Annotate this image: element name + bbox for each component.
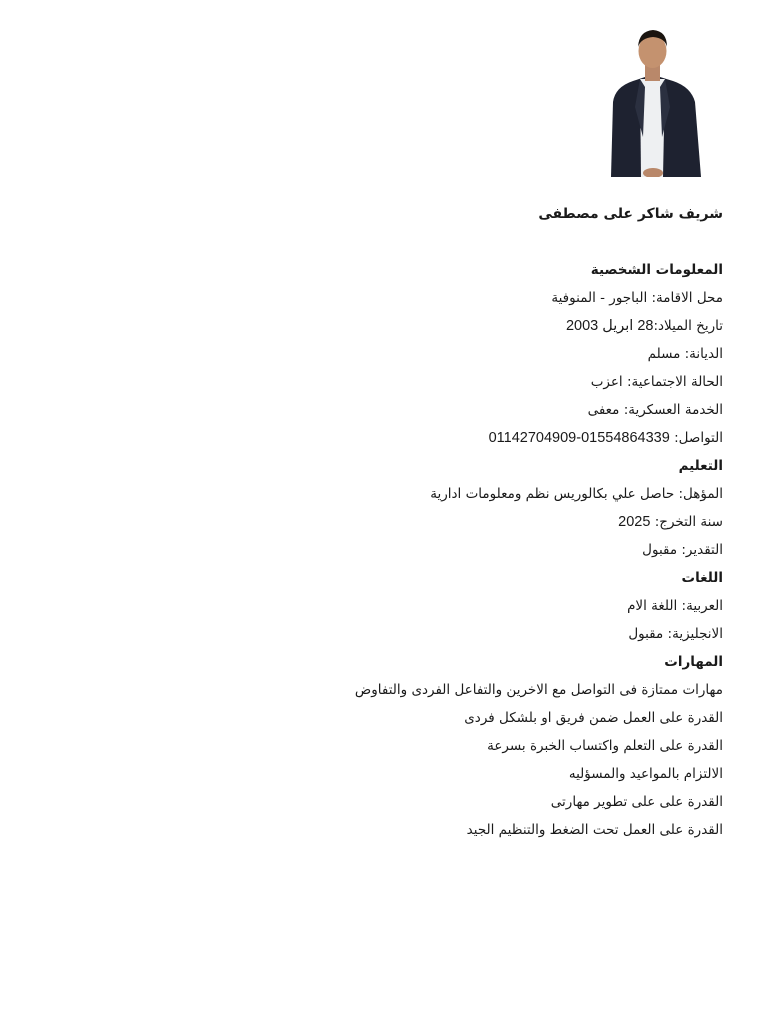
person-in-suit-photo-icon — [585, 27, 720, 177]
marital-status-line: الحالة الاجتماعية: اعزب — [590, 374, 723, 390]
graduation-year: 2025 — [618, 514, 651, 530]
birth-label: تاريخ الميلاد: — [653, 318, 723, 334]
birth-value: 28 ابريل 2003 — [565, 318, 654, 334]
languages-heading: اللغات — [681, 570, 723, 586]
skills-heading: المهارات — [664, 654, 723, 670]
skill-item: القدرة على التعلم واكتساب الخبرة بسرعة — [487, 738, 723, 754]
qualification-line: المؤهل: حاصل علي بكالوريس نظم ومعلومات ادارية — [430, 486, 723, 502]
skill-item: الالتزام بالمواعيد والمسؤليه — [568, 766, 723, 782]
residence-line: محل الاقامة: الباجور - المنوفية — [551, 290, 723, 306]
person-name: شريف شاكر على مصطفى — [538, 206, 723, 222]
contact-phone-numbers: 01554864339-01142704909 — [488, 430, 670, 446]
skill-item: القدرة على العمل تحت الضغط والتنظيم الجيد — [466, 822, 723, 838]
birth-date-line — [323, 312, 723, 340]
grade-line: التقدير: مقبول — [642, 542, 723, 558]
language-item: الانجليزية: مقبول — [628, 626, 723, 642]
skill-item: مهارات ممتازة فى التواصل مع الاخرين والتفاعل الفردى والتفاوض — [354, 682, 723, 698]
contact-label: التواصل: — [669, 430, 723, 446]
profile-photo — [585, 27, 720, 177]
religion-line: الديانة: مسلم — [647, 346, 723, 362]
contact-line — [323, 424, 723, 452]
language-item: العربية: اللغة الام — [627, 598, 723, 614]
military-service-line: الخدمة العسكرية: معفى — [587, 402, 723, 418]
graduation-year-line — [323, 508, 723, 536]
graduation-label: سنة التخرج: — [650, 514, 723, 530]
personal-info-heading: المعلومات الشخصية — [590, 262, 723, 278]
education-heading: التعليم — [678, 458, 723, 474]
cv-content — [323, 200, 723, 844]
skill-item: القدرة على على تطوير مهارتى — [550, 794, 723, 810]
skill-item: القدرة على العمل ضمن فريق او بلشكل فردى — [464, 710, 723, 726]
